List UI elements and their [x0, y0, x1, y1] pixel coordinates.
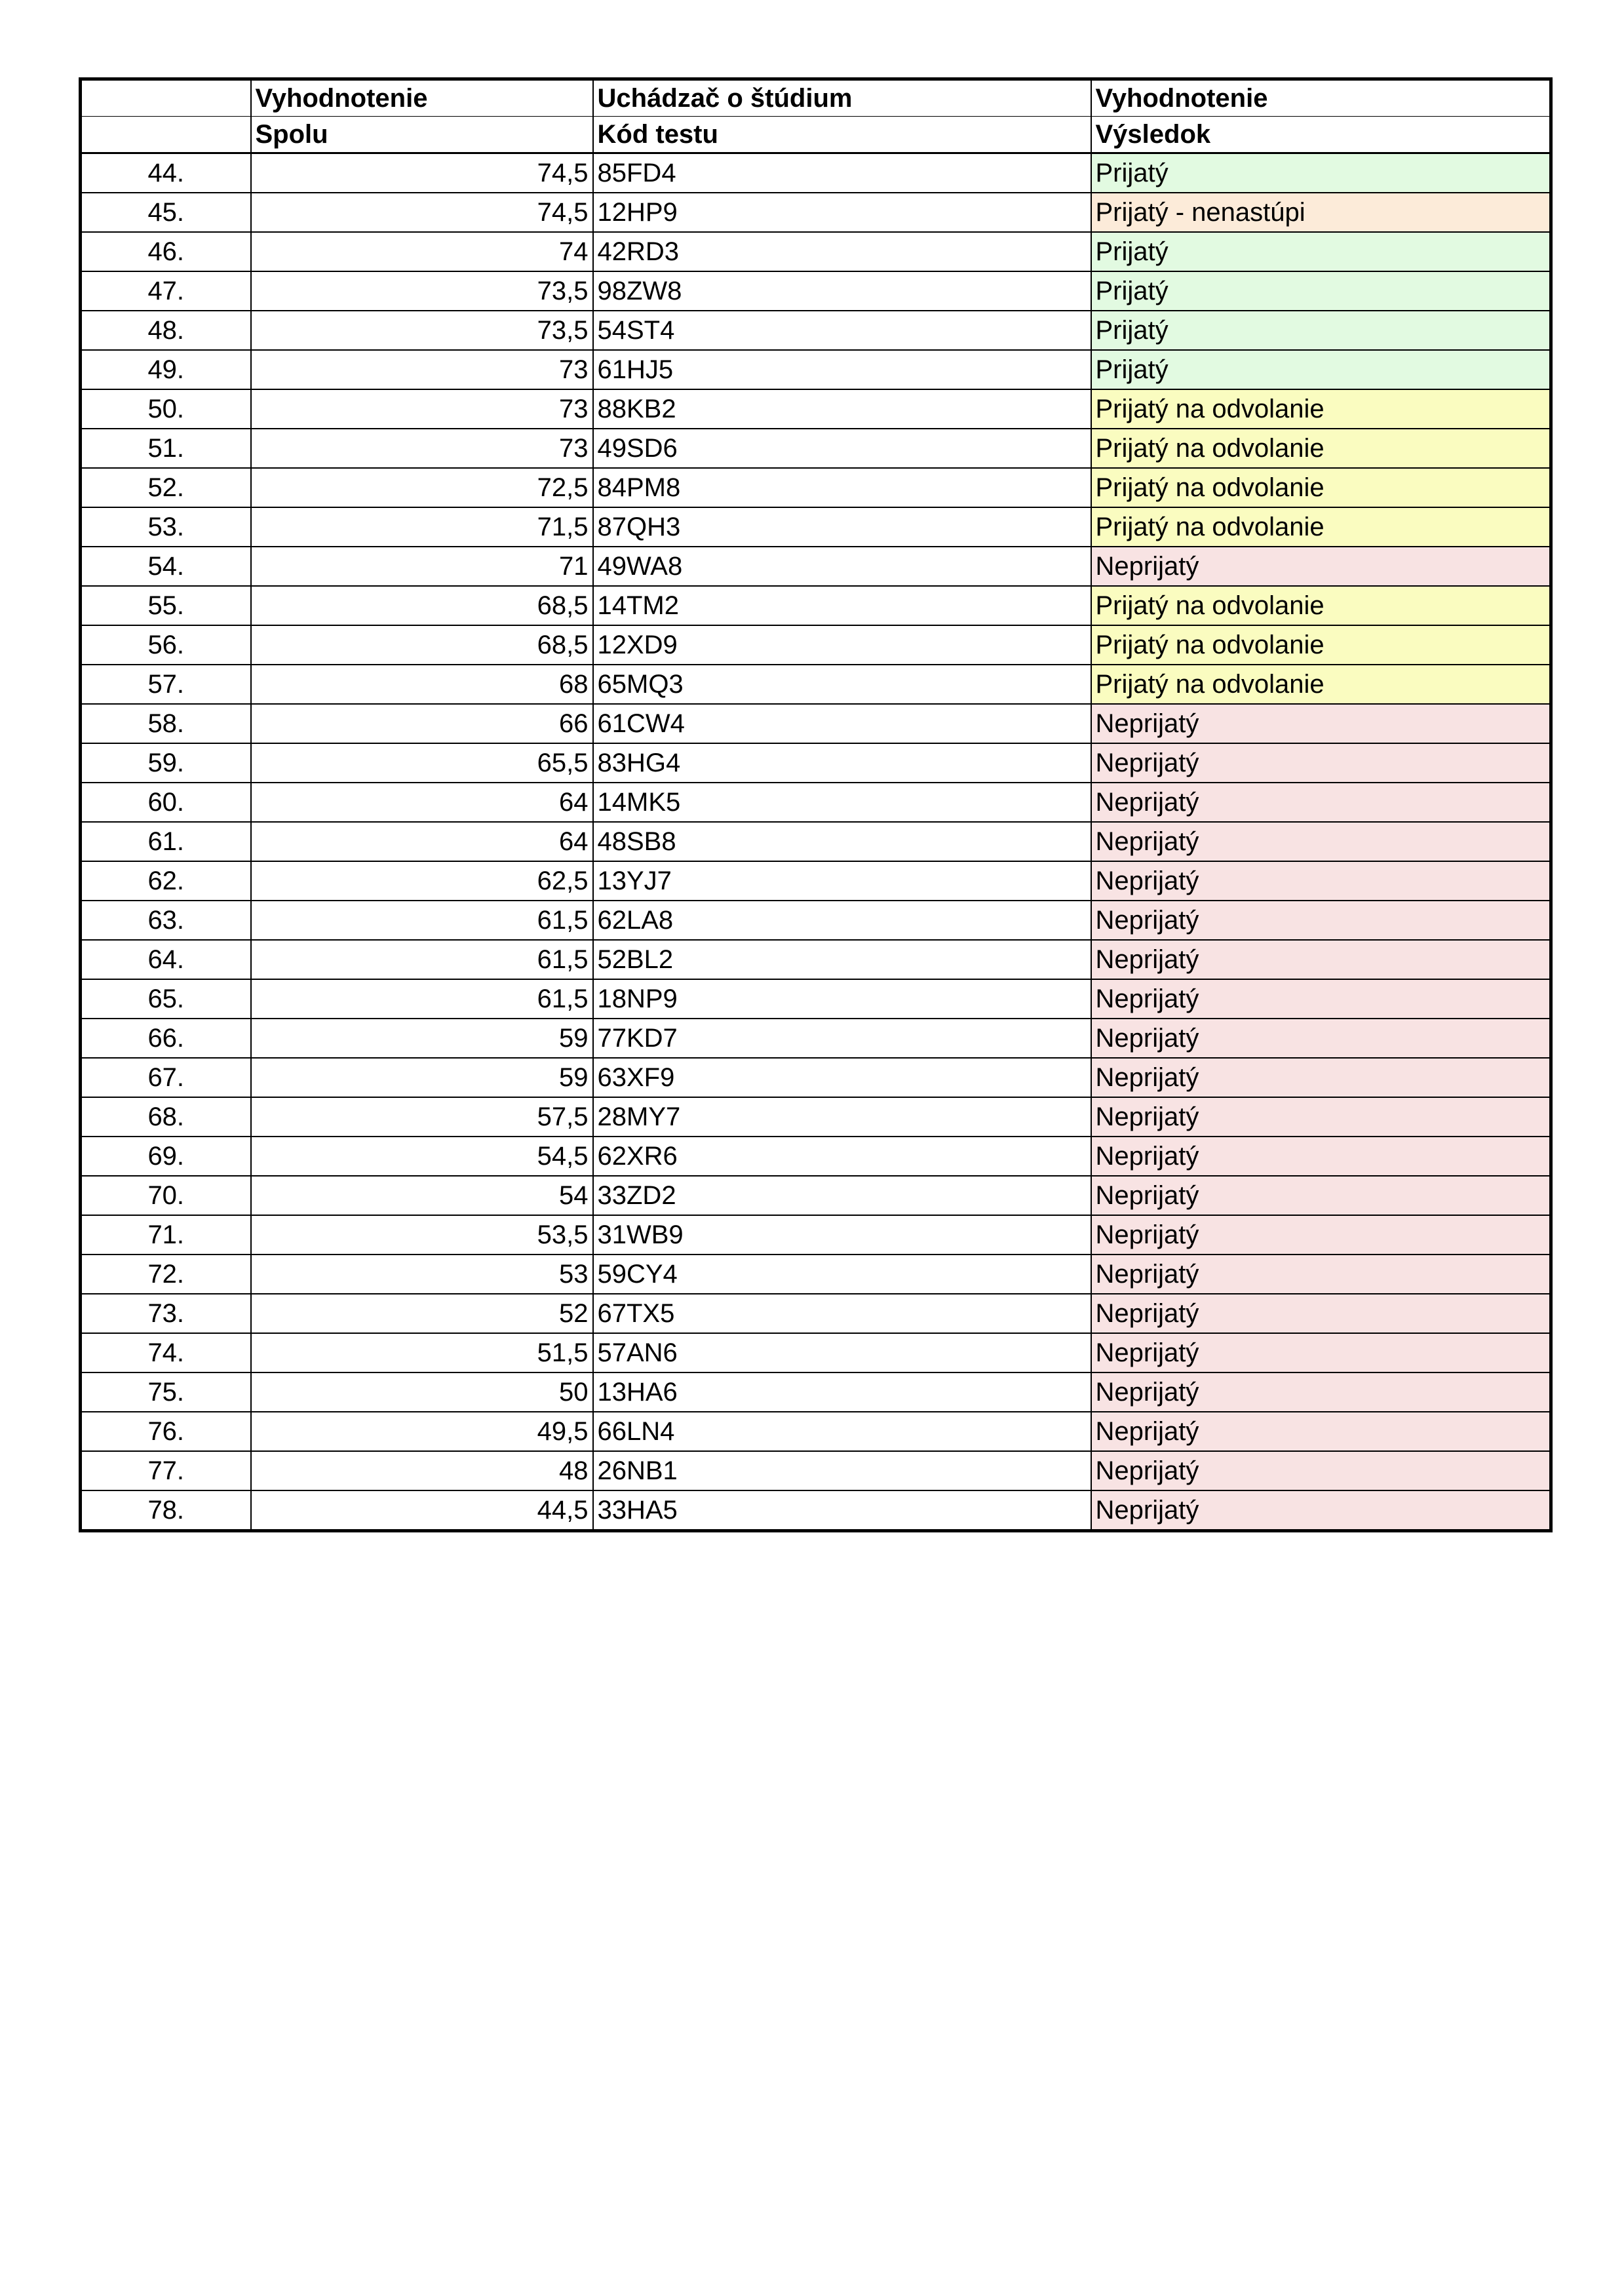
- row-number: 76.: [81, 1412, 251, 1451]
- test-code: 12XD9: [593, 625, 1091, 665]
- result-status: Prijatý: [1091, 271, 1551, 311]
- table-row: [81, 1451, 1551, 1490]
- row-number: 52.: [81, 468, 251, 507]
- test-code: 31WB9: [593, 1215, 1091, 1255]
- result-status: Neprijatý: [1091, 547, 1551, 586]
- result-status: Prijatý na odvolanie: [1091, 586, 1551, 625]
- total-score: 53: [251, 1255, 593, 1294]
- test-code: 61CW4: [593, 704, 1091, 743]
- test-code: 33HA5: [593, 1490, 1091, 1531]
- row-number: 59.: [81, 743, 251, 783]
- test-code: 87QH3: [593, 507, 1091, 547]
- result-status: Neprijatý: [1091, 1097, 1551, 1137]
- row-number: 77.: [81, 1451, 251, 1490]
- total-score: 49,5: [251, 1412, 593, 1451]
- result-status: Neprijatý: [1091, 861, 1551, 901]
- test-code: 84PM8: [593, 468, 1091, 507]
- row-number: 53.: [81, 507, 251, 547]
- row-number: 70.: [81, 1176, 251, 1215]
- table-row: [81, 311, 1551, 350]
- total-score: 73,5: [251, 271, 593, 311]
- row-number: 58.: [81, 704, 251, 743]
- result-status: Neprijatý: [1091, 1137, 1551, 1176]
- result-status: Neprijatý: [1091, 1255, 1551, 1294]
- total-score: 74,5: [251, 153, 593, 193]
- test-code: 54ST4: [593, 311, 1091, 350]
- table-row: [81, 625, 1551, 665]
- header-row-2: [81, 117, 1551, 153]
- row-number: 72.: [81, 1255, 251, 1294]
- test-code: 26NB1: [593, 1451, 1091, 1490]
- table-row: [81, 861, 1551, 901]
- result-status: Neprijatý: [1091, 1294, 1551, 1333]
- test-code: 61HJ5: [593, 350, 1091, 389]
- row-number: 56.: [81, 625, 251, 665]
- table-row: [81, 1294, 1551, 1333]
- result-status: Prijatý na odvolanie: [1091, 468, 1551, 507]
- row-number: 78.: [81, 1490, 251, 1531]
- test-code: 85FD4: [593, 153, 1091, 193]
- row-number: 73.: [81, 1294, 251, 1333]
- total-score: 65,5: [251, 743, 593, 783]
- table-row: [81, 1255, 1551, 1294]
- test-code: 13HA6: [593, 1372, 1091, 1412]
- header-cell-test-code: Kód testu: [593, 117, 1091, 153]
- total-score: 74: [251, 232, 593, 271]
- row-number: 67.: [81, 1058, 251, 1097]
- total-score: 62,5: [251, 861, 593, 901]
- table-row: [81, 232, 1551, 271]
- total-score: 59: [251, 1019, 593, 1058]
- row-number: 46.: [81, 232, 251, 271]
- row-number: 68.: [81, 1097, 251, 1137]
- result-status: Prijatý - nenastúpi: [1091, 193, 1551, 232]
- table-row: [81, 665, 1551, 704]
- total-score: 74,5: [251, 193, 593, 232]
- result-status: Prijatý: [1091, 311, 1551, 350]
- test-code: 48SB8: [593, 822, 1091, 861]
- row-number: 48.: [81, 311, 251, 350]
- table-row: [81, 586, 1551, 625]
- result-status: Prijatý na odvolanie: [1091, 507, 1551, 547]
- table-row: [81, 547, 1551, 586]
- total-score: 68,5: [251, 586, 593, 625]
- table-row: [81, 389, 1551, 429]
- row-number: 62.: [81, 861, 251, 901]
- table-row: [81, 1019, 1551, 1058]
- test-code: 98ZW8: [593, 271, 1091, 311]
- test-code: 57AN6: [593, 1333, 1091, 1372]
- result-status: Prijatý: [1091, 153, 1551, 193]
- table-row: [81, 1176, 1551, 1215]
- result-status: Neprijatý: [1091, 1058, 1551, 1097]
- total-score: 57,5: [251, 1097, 593, 1137]
- result-status: Neprijatý: [1091, 979, 1551, 1019]
- result-status: Neprijatý: [1091, 1019, 1551, 1058]
- total-score: 66: [251, 704, 593, 743]
- row-number: 54.: [81, 547, 251, 586]
- test-code: 66LN4: [593, 1412, 1091, 1451]
- row-number: 65.: [81, 979, 251, 1019]
- test-code: 49SD6: [593, 429, 1091, 468]
- row-number: 57.: [81, 665, 251, 704]
- total-score: 61,5: [251, 940, 593, 979]
- result-status: Prijatý na odvolanie: [1091, 429, 1551, 468]
- row-number: 51.: [81, 429, 251, 468]
- test-code: 88KB2: [593, 389, 1091, 429]
- result-status: Neprijatý: [1091, 743, 1551, 783]
- row-number: 61.: [81, 822, 251, 861]
- total-score: 68,5: [251, 625, 593, 665]
- table-row: [81, 1372, 1551, 1412]
- table-row: [81, 350, 1551, 389]
- table-row: [81, 822, 1551, 861]
- result-status: Prijatý na odvolanie: [1091, 389, 1551, 429]
- total-score: 52: [251, 1294, 593, 1333]
- test-code: 33ZD2: [593, 1176, 1091, 1215]
- row-number: 44.: [81, 153, 251, 193]
- test-code: 14TM2: [593, 586, 1091, 625]
- result-status: Neprijatý: [1091, 901, 1551, 940]
- row-number: 75.: [81, 1372, 251, 1412]
- total-score: 73,5: [251, 311, 593, 350]
- header-cell-total: Spolu: [251, 117, 593, 153]
- table-row: [81, 940, 1551, 979]
- total-score: 71,5: [251, 507, 593, 547]
- total-score: 64: [251, 783, 593, 822]
- table-row: [81, 507, 1551, 547]
- total-score: 68: [251, 665, 593, 704]
- row-number: 71.: [81, 1215, 251, 1255]
- table-row: [81, 743, 1551, 783]
- total-score: 54,5: [251, 1137, 593, 1176]
- row-number: 49.: [81, 350, 251, 389]
- total-score: 72,5: [251, 468, 593, 507]
- row-number: 74.: [81, 1333, 251, 1372]
- table-row: [81, 193, 1551, 232]
- test-code: 83HG4: [593, 743, 1091, 783]
- total-score: 50: [251, 1372, 593, 1412]
- table-row: [81, 1137, 1551, 1176]
- total-score: 64: [251, 822, 593, 861]
- row-number: 69.: [81, 1137, 251, 1176]
- header-cell-order: [81, 79, 251, 117]
- test-code: 12HP9: [593, 193, 1091, 232]
- total-score: 73: [251, 389, 593, 429]
- test-code: 63XF9: [593, 1058, 1091, 1097]
- test-code: 59CY4: [593, 1255, 1091, 1294]
- test-code: 14MK5: [593, 783, 1091, 822]
- table-row: [81, 1490, 1551, 1531]
- test-code: 42RD3: [593, 232, 1091, 271]
- row-number: 64.: [81, 940, 251, 979]
- result-status: Neprijatý: [1091, 822, 1551, 861]
- header-cell-result: Výsledok: [1091, 117, 1551, 153]
- test-code: 13YJ7: [593, 861, 1091, 901]
- header-cell-applicant: Uchádzač o štúdium: [593, 79, 1091, 117]
- test-code: 49WA8: [593, 547, 1091, 586]
- test-code: 67TX5: [593, 1294, 1091, 1333]
- row-number: 45.: [81, 193, 251, 232]
- total-score: 71: [251, 547, 593, 586]
- table-row: [81, 1333, 1551, 1372]
- table-row: [81, 1215, 1551, 1255]
- result-status: Prijatý na odvolanie: [1091, 665, 1551, 704]
- total-score: 48: [251, 1451, 593, 1490]
- result-status: Neprijatý: [1091, 1215, 1551, 1255]
- total-score: 61,5: [251, 901, 593, 940]
- result-status: Prijatý: [1091, 232, 1551, 271]
- table-row: [81, 1412, 1551, 1451]
- total-score: 51,5: [251, 1333, 593, 1372]
- row-number: 50.: [81, 389, 251, 429]
- total-score: 73: [251, 429, 593, 468]
- table-row: [81, 429, 1551, 468]
- result-status: Neprijatý: [1091, 1333, 1551, 1372]
- result-status: Neprijatý: [1091, 1372, 1551, 1412]
- total-score: 53,5: [251, 1215, 593, 1255]
- row-number: 63.: [81, 901, 251, 940]
- result-status: Neprijatý: [1091, 940, 1551, 979]
- table-row: [81, 783, 1551, 822]
- table-row: [81, 1097, 1551, 1137]
- test-code: 28MY7: [593, 1097, 1091, 1137]
- result-status: Neprijatý: [1091, 1490, 1551, 1531]
- test-code: 62XR6: [593, 1137, 1091, 1176]
- result-status: Neprijatý: [1091, 783, 1551, 822]
- row-number: 47.: [81, 271, 251, 311]
- result-status: Neprijatý: [1091, 1412, 1551, 1451]
- total-score: 59: [251, 1058, 593, 1097]
- table-row: [81, 271, 1551, 311]
- header-row-1: [81, 79, 1551, 117]
- table-row: [81, 468, 1551, 507]
- total-score: 54: [251, 1176, 593, 1215]
- test-code: 77KD7: [593, 1019, 1091, 1058]
- row-number: 66.: [81, 1019, 251, 1058]
- table-row: [81, 901, 1551, 940]
- results-table: [79, 77, 1553, 1532]
- total-score: 73: [251, 350, 593, 389]
- header-cell-evaluation-result: Vyhodnotenie: [1091, 79, 1551, 117]
- test-code: 62LA8: [593, 901, 1091, 940]
- total-score: 61,5: [251, 979, 593, 1019]
- test-code: 52BL2: [593, 940, 1091, 979]
- header-cell-order-sub: [81, 117, 251, 153]
- row-number: 55.: [81, 586, 251, 625]
- result-status: Prijatý: [1091, 350, 1551, 389]
- test-code: 18NP9: [593, 979, 1091, 1019]
- total-score: 44,5: [251, 1490, 593, 1531]
- header-cell-evaluation: Vyhodnotenie: [251, 79, 593, 117]
- table-row: [81, 1058, 1551, 1097]
- result-status: Neprijatý: [1091, 1451, 1551, 1490]
- table-row: [81, 704, 1551, 743]
- result-status: Prijatý na odvolanie: [1091, 625, 1551, 665]
- row-number: 60.: [81, 783, 251, 822]
- test-code: 65MQ3: [593, 665, 1091, 704]
- table-row: [81, 979, 1551, 1019]
- result-status: Neprijatý: [1091, 704, 1551, 743]
- result-status: Neprijatý: [1091, 1176, 1551, 1215]
- table-row: [81, 153, 1551, 193]
